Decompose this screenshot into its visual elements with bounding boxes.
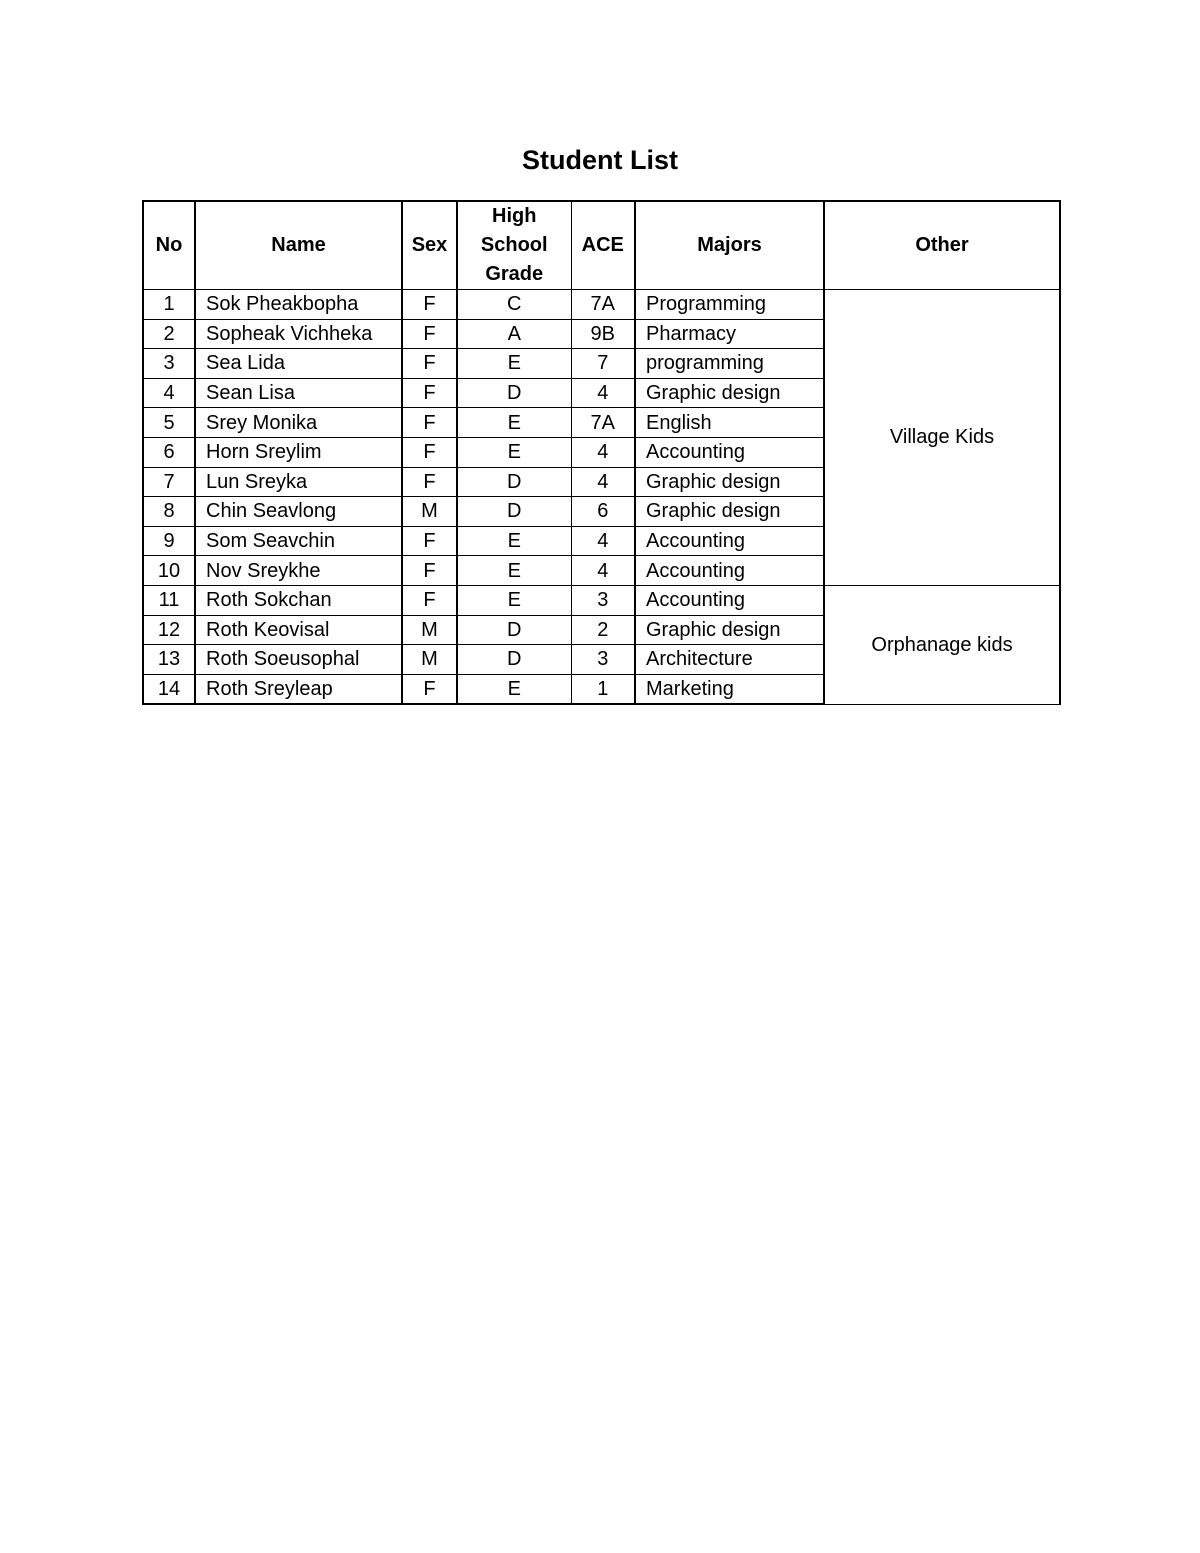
cell-sex: F [402, 674, 457, 704]
cell-no: 8 [143, 497, 195, 527]
cell-grade: D [457, 467, 571, 497]
page-title: Student List [522, 145, 678, 175]
cell-major: Graphic design [635, 497, 824, 527]
header-high-school-grade: High School Grade [457, 201, 571, 290]
table-header-row [143, 201, 1060, 290]
cell-ace: 4 [571, 378, 635, 408]
cell-sex: F [402, 290, 457, 320]
cell-major: Architecture [635, 645, 824, 675]
cell-ace: 4 [571, 556, 635, 586]
cell-no: 6 [143, 437, 195, 467]
header-no: No [143, 201, 195, 290]
table-row [143, 585, 1060, 615]
cell-major: Graphic design [635, 378, 824, 408]
header-name: Name [195, 201, 402, 290]
cell-no: 3 [143, 349, 195, 379]
cell-sex: M [402, 645, 457, 675]
cell-name: Roth Keovisal [195, 615, 402, 645]
cell-name: Lun Sreyka [195, 467, 402, 497]
cell-major: Pharmacy [635, 319, 824, 349]
cell-sex: M [402, 497, 457, 527]
cell-name: Sopheak Vichheka [195, 319, 402, 349]
header-ace: ACE [571, 201, 635, 290]
cell-sex: F [402, 349, 457, 379]
cell-grade: E [457, 674, 571, 704]
cell-no: 11 [143, 585, 195, 615]
cell-major: English [635, 408, 824, 438]
cell-name: Sea Lida [195, 349, 402, 379]
cell-grade: D [457, 645, 571, 675]
cell-ace: 9B [571, 319, 635, 349]
cell-grade: D [457, 497, 571, 527]
cell-grade: E [457, 556, 571, 586]
cell-no: 2 [143, 319, 195, 349]
cell-name: Som Seavchin [195, 526, 402, 556]
cell-grade: E [457, 437, 571, 467]
cell-ace: 7A [571, 408, 635, 438]
cell-major: Accounting [635, 556, 824, 586]
header-other: Other [824, 201, 1060, 290]
cell-major: Accounting [635, 526, 824, 556]
table-row [143, 290, 1060, 320]
cell-major: Programming [635, 290, 824, 320]
cell-grade: A [457, 319, 571, 349]
cell-ace: 3 [571, 645, 635, 675]
cell-sex: F [402, 408, 457, 438]
cell-sex: F [402, 319, 457, 349]
cell-name: Roth Sokchan [195, 585, 402, 615]
cell-no: 9 [143, 526, 195, 556]
cell-ace: 4 [571, 437, 635, 467]
cell-no: 10 [143, 556, 195, 586]
cell-no: 4 [143, 378, 195, 408]
cell-grade: E [457, 349, 571, 379]
cell-sex: F [402, 526, 457, 556]
group-orphanage-kids: Orphanage kids [824, 585, 1060, 704]
cell-major: Marketing [635, 674, 824, 704]
cell-grade: E [457, 408, 571, 438]
student-list-table [142, 200, 1061, 705]
cell-no: 5 [143, 408, 195, 438]
cell-major: Graphic design [635, 615, 824, 645]
cell-no: 14 [143, 674, 195, 704]
cell-major: Graphic design [635, 467, 824, 497]
cell-no: 1 [143, 290, 195, 320]
cell-grade: D [457, 615, 571, 645]
cell-ace: 4 [571, 526, 635, 556]
cell-ace: 3 [571, 585, 635, 615]
cell-name: Chin Seavlong [195, 497, 402, 527]
cell-sex: F [402, 467, 457, 497]
cell-ace: 1 [571, 674, 635, 704]
cell-sex: F [402, 437, 457, 467]
cell-ace: 7 [571, 349, 635, 379]
cell-ace: 2 [571, 615, 635, 645]
header-sex: Sex [402, 201, 457, 290]
cell-grade: C [457, 290, 571, 320]
cell-major: Accounting [635, 585, 824, 615]
cell-sex: F [402, 378, 457, 408]
cell-sex: F [402, 585, 457, 615]
group-village-kids: Village Kids [824, 290, 1060, 586]
cell-no: 13 [143, 645, 195, 675]
cell-sex: M [402, 615, 457, 645]
cell-ace: 6 [571, 497, 635, 527]
header-majors: Majors [635, 201, 824, 290]
cell-grade: E [457, 526, 571, 556]
cell-grade: E [457, 585, 571, 615]
cell-name: Nov Sreykhe [195, 556, 402, 586]
cell-ace: 7A [571, 290, 635, 320]
cell-name: Srey Monika [195, 408, 402, 438]
cell-name: Horn Sreylim [195, 437, 402, 467]
cell-major: programming [635, 349, 824, 379]
cell-grade: D [457, 378, 571, 408]
cell-no: 12 [143, 615, 195, 645]
cell-name: Sok Pheakbopha [195, 290, 402, 320]
cell-name: Roth Soeusophal [195, 645, 402, 675]
cell-no: 7 [143, 467, 195, 497]
cell-sex: F [402, 556, 457, 586]
cell-major: Accounting [635, 437, 824, 467]
cell-ace: 4 [571, 467, 635, 497]
cell-name: Sean Lisa [195, 378, 402, 408]
cell-name: Roth Sreyleap [195, 674, 402, 704]
